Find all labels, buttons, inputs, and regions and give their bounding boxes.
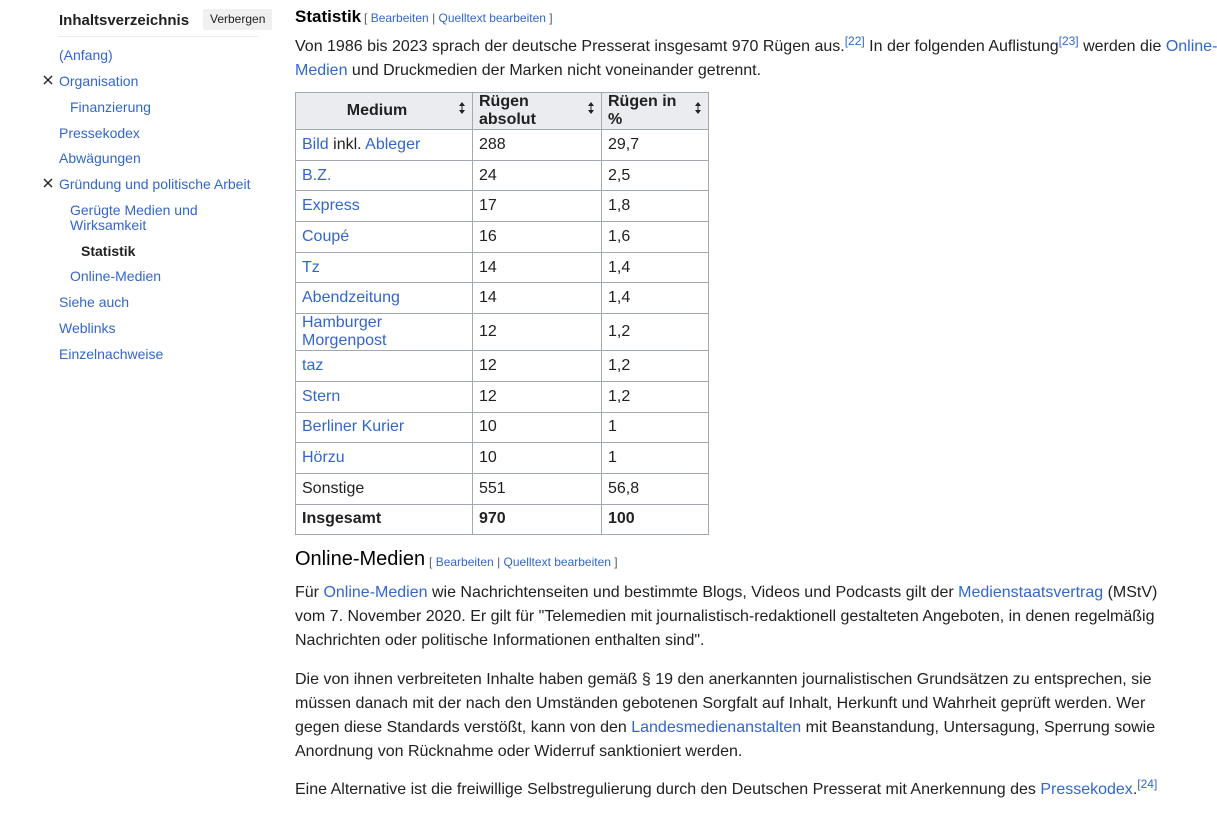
edit-source-link[interactable]: Quelltext bearbeiten xyxy=(438,11,546,25)
statistik-intro-line1 xyxy=(295,34,1217,59)
medium-link[interactable]: Hörzu xyxy=(302,449,345,467)
column-header-medium[interactable] xyxy=(296,93,473,130)
table-row xyxy=(296,160,709,191)
table-row xyxy=(296,314,709,351)
sort-icon[interactable] xyxy=(458,101,466,115)
column-header-ruegen-prozent[interactable] xyxy=(602,93,709,130)
table-row xyxy=(296,222,709,253)
toc-item-siehe-auch[interactable]: Siehe auch xyxy=(59,294,130,310)
landesmedienanstalten-link[interactable]: Landesmedienanstalten xyxy=(631,719,802,736)
online-paragraph-3 xyxy=(295,778,1175,802)
table-cell-medium xyxy=(296,252,473,283)
table-cell-prozent: 29,7 xyxy=(602,130,709,161)
toc-item-einzelnachweise[interactable]: Einzelnachweise xyxy=(59,346,164,362)
statistik-intro-line2 xyxy=(295,59,1175,83)
toc-item-statistik[interactable]: Statistik xyxy=(81,243,136,259)
toc-item-gruendung[interactable]: Gründung und politische Arbeit xyxy=(59,176,251,192)
sort-icon[interactable] xyxy=(694,101,702,115)
table-cell-absolut: 12 xyxy=(473,351,602,382)
table-cell-prozent: 1,4 xyxy=(602,252,709,283)
medium-link[interactable]: Stern xyxy=(302,387,341,405)
table-cell-medium xyxy=(296,314,473,351)
table-cell-absolut: 12 xyxy=(473,314,602,351)
online-paragraph-1 xyxy=(295,581,1167,653)
table-cell-prozent: 56,8 xyxy=(602,473,709,504)
reference-link-22[interactable]: [22] xyxy=(844,34,865,48)
medium-link[interactable]: Abendzeitung xyxy=(302,289,400,307)
table-cell-medium xyxy=(296,351,473,382)
pressekodex-link[interactable]: Pressekodex xyxy=(1040,781,1133,798)
toc-header xyxy=(58,8,266,37)
section-edit-links xyxy=(429,555,618,569)
table-cell-absolut: 17 xyxy=(473,191,602,222)
table-cell-medium xyxy=(296,443,473,474)
table-row xyxy=(296,443,709,474)
table-cell-medium xyxy=(296,412,473,443)
table-cell-absolut: 12 xyxy=(473,381,602,412)
medium-link[interactable]: Express xyxy=(302,197,360,215)
intro-text: und Druckmedien der Marken nicht voneinander getrennt. xyxy=(347,62,762,79)
column-header-label: Rügen in % xyxy=(608,93,677,128)
table-header-row xyxy=(296,93,709,130)
toc-item-weblinks[interactable]: Weblinks xyxy=(59,320,116,336)
table-cell-absolut: 10 xyxy=(473,443,602,474)
section-heading-statistik: Statistik xyxy=(295,7,362,26)
paragraph-text: . xyxy=(1132,781,1138,798)
paragraph-text: wie Nachrichtenseiten und bestimmte Blogs, Videos und Podcasts gilt der xyxy=(427,584,959,601)
table-cell-absolut: 14 xyxy=(473,252,602,283)
table-cell-medium xyxy=(296,191,473,222)
table-cell-absolut: 24 xyxy=(473,160,602,191)
table-row xyxy=(296,252,709,283)
table-cell-total-absolut: 970 xyxy=(473,504,602,535)
table-cell-prozent: 1,8 xyxy=(602,191,709,222)
table-cell-absolut: 14 xyxy=(473,283,602,314)
table-cell-absolut: 551 xyxy=(473,473,602,504)
toc-title: Inhaltsverzeichnis xyxy=(59,12,190,29)
intro-text: werden die xyxy=(1078,38,1166,55)
toc-item-organisation[interactable]: Organisation xyxy=(59,73,139,89)
toc-item-geruegte-medien-line2[interactable]: Wirksamkeit xyxy=(70,217,147,233)
reference-link-24[interactable]: [24] xyxy=(1137,777,1158,791)
medium-link[interactable]: Ableger xyxy=(365,135,421,153)
table-cell-absolut: 10 xyxy=(473,412,602,443)
medium-link[interactable]: taz xyxy=(302,356,324,374)
table-cell-total-prozent: 100 xyxy=(602,504,709,535)
section-edit-links xyxy=(364,11,553,25)
bracket-close: ] xyxy=(614,555,618,569)
table-cell-medium xyxy=(296,160,473,191)
table-total-row xyxy=(296,504,709,535)
edit-source-link[interactable]: Quelltext bearbeiten xyxy=(503,555,611,569)
table-row xyxy=(296,191,709,222)
table-cell-absolut: 16 xyxy=(473,222,602,253)
bracket-open: [ xyxy=(429,555,433,569)
online-medien-link[interactable]: Online-Medien xyxy=(323,584,428,601)
table-cell-prozent: 1,6 xyxy=(602,222,709,253)
table-row xyxy=(296,473,709,504)
table-cell-medium: Sonstige xyxy=(296,473,473,504)
table-cell-prozent: 1,4 xyxy=(602,283,709,314)
column-header-label: Medium xyxy=(346,102,408,119)
medium-link[interactable]: Coupé xyxy=(302,227,350,245)
online-medien-link[interactable]: Online- xyxy=(1165,38,1217,55)
medium-link[interactable]: Berliner Kurier xyxy=(302,418,405,436)
toc-item-anfang[interactable]: (Anfang) xyxy=(59,47,113,63)
column-header-ruegen-absolut[interactable] xyxy=(473,93,602,130)
reference-link-23[interactable]: [23] xyxy=(1058,34,1079,48)
table-cell-prozent: 1,2 xyxy=(602,351,709,382)
intro-text: In der folgenden Auflistung xyxy=(864,38,1059,55)
toc-item-finanzierung[interactable]: Finanzierung xyxy=(70,99,151,115)
table-cell-prozent: 1,2 xyxy=(602,314,709,351)
table-row xyxy=(296,412,709,443)
bracket-open: [ xyxy=(364,11,368,25)
section-heading-online-medien: Online-Medien xyxy=(295,548,426,570)
sort-icon[interactable] xyxy=(587,101,595,115)
paragraph-text: Für xyxy=(295,584,324,601)
medium-link[interactable]: B.Z. xyxy=(302,166,332,184)
table-cell-medium xyxy=(296,130,473,161)
edit-section-link[interactable]: Bearbeiten xyxy=(435,555,494,569)
online-medien-link[interactable]: Medien xyxy=(295,62,348,79)
table-cell-medium xyxy=(296,222,473,253)
separator: | xyxy=(497,555,501,569)
statistik-table xyxy=(295,92,709,535)
bracket-close: ] xyxy=(549,11,553,25)
cell-text: inkl. xyxy=(328,135,366,153)
toc-item-online-medien[interactable]: Online-Medien xyxy=(70,268,162,284)
table-cell-prozent: 1 xyxy=(602,443,709,474)
intro-text: Von 1986 bis 2023 sprach der deutsche Presserat insgesamt 970 Rügen aus. xyxy=(295,38,845,55)
toc-item-geruegte-medien-line1[interactable]: Gerügte Medien und xyxy=(70,202,198,218)
table-cell-prozent: 1,2 xyxy=(602,381,709,412)
edit-section-link[interactable]: Bearbeiten xyxy=(370,11,429,25)
medium-link[interactable]: Bild xyxy=(302,135,329,153)
paragraph-text: (MStV) vom 7. November 2020. Er gilt für "Telemedien mit journalistisch-redaktionell gestalteten Angeboten, in denen regelmäßig Nachrichten oder politische Informationen enthalten sind". xyxy=(295,584,1158,649)
separator: | xyxy=(432,11,436,25)
toc-item-pressekodex[interactable]: Pressekodex xyxy=(59,125,140,141)
table-cell-prozent: 1 xyxy=(602,412,709,443)
table-row xyxy=(296,130,709,161)
online-paragraph-2 xyxy=(295,668,1165,764)
column-header-label: Rügen absolut xyxy=(479,93,536,128)
table-cell-prozent: 2,5 xyxy=(602,160,709,191)
paragraph-text: Eine Alternative ist die freiwillige Selbstregulierung durch den Deutschen Presserat mit Anerkennung des xyxy=(295,781,1041,798)
paragraph-text: Die von ihnen verbreiteten Inhalte haben gemäß § 19 den anerkannten journalistischen Grundsätzen zu entsprechen, sie müssen danach mit der nach den Umständen gebotenen Sorgfalt auf Inhalt, Herkunft und Wahrheit geprüft werden. Wer gegen diese Standards verstößt, kann von den xyxy=(295,671,1152,736)
collapse-x-icon[interactable] xyxy=(41,73,55,87)
table-row xyxy=(296,351,709,382)
paragraph-text: mit Beanstandung, Untersagung, Sperrung sowie Anordnung von Rücknahme oder Widerruf sanktioniert werden. xyxy=(295,719,1156,760)
table-row xyxy=(296,283,709,314)
collapse-x-icon[interactable] xyxy=(41,176,55,190)
table-cell-medium xyxy=(296,283,473,314)
table-cell-absolut: 288 xyxy=(473,130,602,161)
toc-hide-button[interactable]: Verbergen xyxy=(203,9,272,30)
medienstaatsvertrag-link[interactable]: Medienstaatsvertrag xyxy=(958,584,1104,601)
toc-item-abwaegungen[interactable]: Abwägungen xyxy=(59,150,141,166)
table-cell-medium xyxy=(296,381,473,412)
table-cell-total-label: Insgesamt xyxy=(296,504,473,535)
table-row xyxy=(296,381,709,412)
medium-link[interactable]: Hamburger Morgenpost xyxy=(302,314,387,350)
medium-link[interactable]: Tz xyxy=(302,258,320,276)
